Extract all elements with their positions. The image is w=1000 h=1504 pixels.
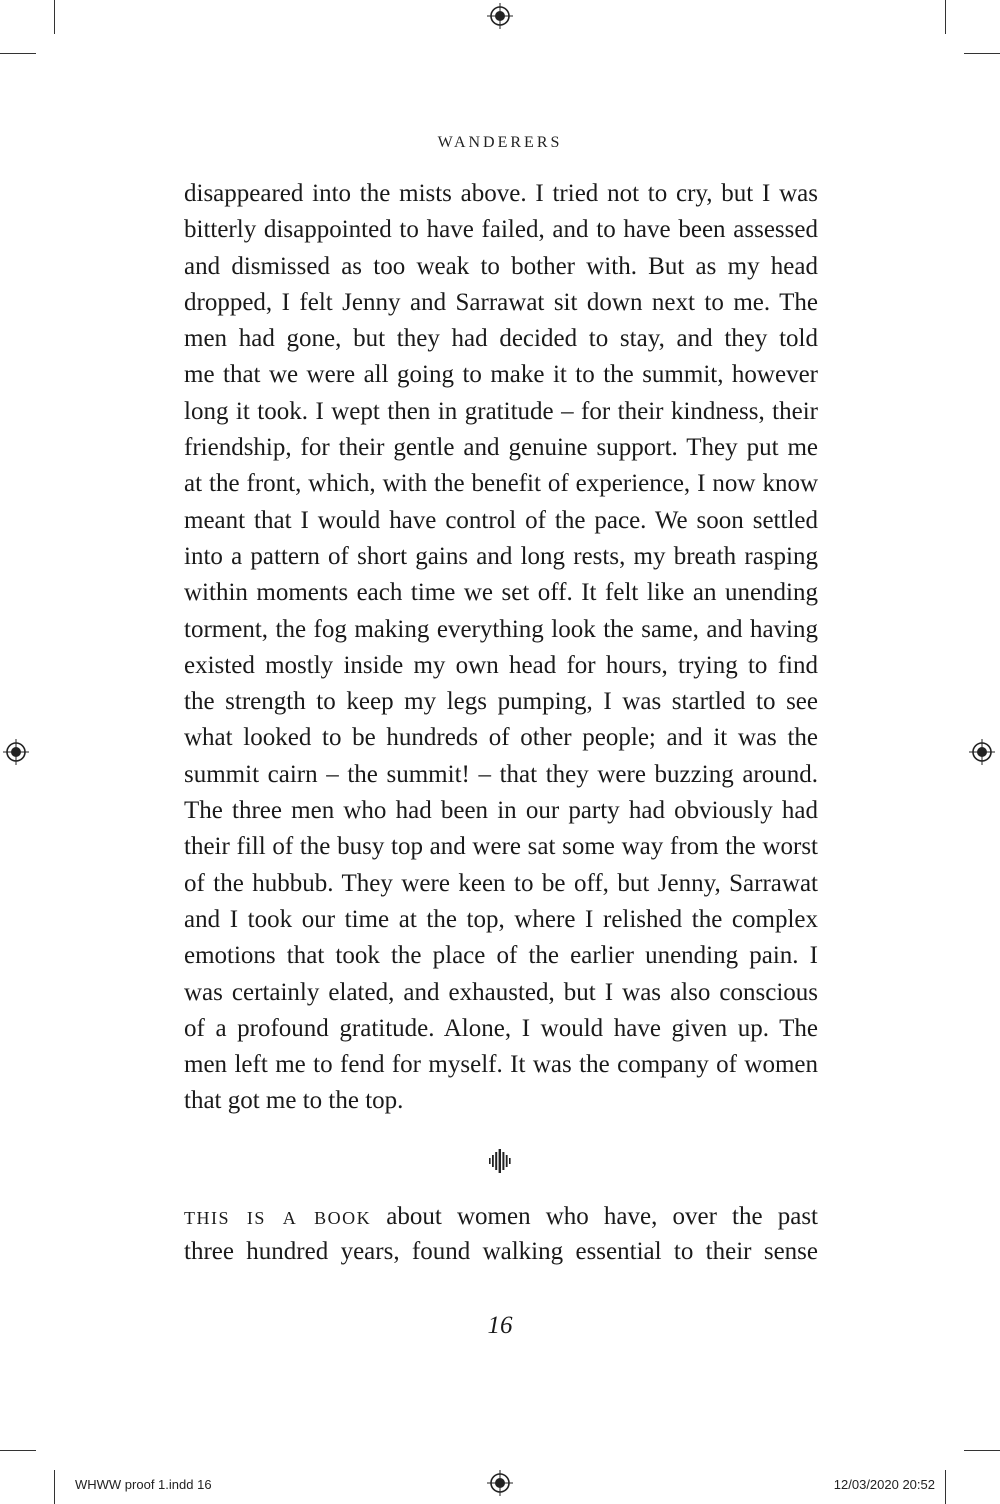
- section-line: [184, 1198, 818, 1234]
- section-lead-in: this is a book: [184, 1201, 372, 1230]
- body-line: and dismissed as too weak to bother with. But as my head: [184, 252, 818, 280]
- body-line: the strength to keep my legs pumping, I was startled to see: [184, 688, 818, 716]
- body-line: of a profound gratitude. Alone, I would have given up. The: [184, 1014, 818, 1042]
- page-number: 16: [487, 1312, 513, 1339]
- slug-filename: WHWW proof 1.indd 16: [75, 1477, 212, 1492]
- body-line: torment, the fog making everything look the same, and having: [184, 615, 818, 643]
- body-text: [184, 176, 818, 1120]
- body-line: into a pattern of short gains and long rests, my breath rasping: [184, 542, 818, 570]
- running-head: WANDERERS: [437, 134, 563, 151]
- registration-mark-left-icon: [3, 739, 29, 765]
- slug-datetime: 12/03/2020 20:52: [833, 1477, 935, 1492]
- section-line-1-rest: about women who have, over the past: [371, 1203, 818, 1230]
- body-line: within moments each time we set off. It felt like an unending: [184, 579, 818, 607]
- body-line: friendship, for their gentle and genuine support. They put me: [184, 434, 818, 462]
- body-line: me that we were all going to make it to the summit, however: [184, 361, 818, 389]
- body-line: what looked to be hundreds of other people; and it was the: [184, 724, 818, 752]
- crop-mark-top-right-h: [964, 53, 1000, 54]
- section-break-ornament-icon: [487, 1148, 513, 1174]
- body-line: of the hubbub. They were keen to be off, but Jenny, Sarrawat: [184, 869, 818, 897]
- crop-mark-bottom-right-h: [964, 1450, 1000, 1451]
- body-line: that got me to the top.: [184, 1087, 404, 1115]
- crop-mark-top-left: [54, 0, 55, 34]
- body-line: bitterly disappointed to have failed, and to have been assessed: [184, 216, 818, 244]
- body-line: their fill of the busy top and were sat some way from the worst: [184, 833, 818, 861]
- body-line: dropped, I felt Jenny and Sarrawat sit down next to me. The: [184, 288, 818, 316]
- body-line: long it took. I wept then in gratitude – for their kindness, their: [184, 397, 818, 425]
- body-line: The three men who had been in our party had obviously had: [184, 797, 818, 825]
- body-line: men had gone, but they had decided to stay, and they told: [184, 325, 818, 353]
- body-line: emotions that took the place of the earlier unending pain. I: [184, 942, 818, 970]
- registration-mark-top-icon: [487, 3, 513, 29]
- crop-mark-bottom-left: [54, 1470, 55, 1504]
- crop-mark-bottom-right: [945, 1470, 946, 1504]
- body-line: men left me to fend for myself. It was the company of women: [184, 1051, 818, 1079]
- body-line: summit cairn – the summit! – that they were buzzing around.: [184, 760, 818, 788]
- crop-mark-bottom-left-h: [0, 1450, 36, 1451]
- section-line: three hundred years, found walking essential to their sense: [184, 1238, 818, 1266]
- body-line: existed mostly inside my own head for hours, trying to find: [184, 651, 818, 679]
- body-line: disappeared into the mists above. I tried not to cry, but I was: [184, 180, 818, 207]
- body-line: meant that I would have control of the pace. We soon settled: [184, 506, 818, 534]
- body-line: was certainly elated, and exhausted, but I was also conscious: [184, 978, 818, 1006]
- crop-mark-top-right: [945, 0, 946, 34]
- new-section-text: [184, 1198, 818, 1271]
- registration-mark-bottom-icon: [487, 1470, 513, 1496]
- body-line: at the front, which, with the benefit of experience, I now know: [184, 470, 818, 498]
- registration-mark-right-icon: [969, 739, 995, 765]
- crop-mark-top-left-h: [0, 53, 36, 54]
- body-line: and I took our time at the top, where I relished the complex: [184, 905, 818, 933]
